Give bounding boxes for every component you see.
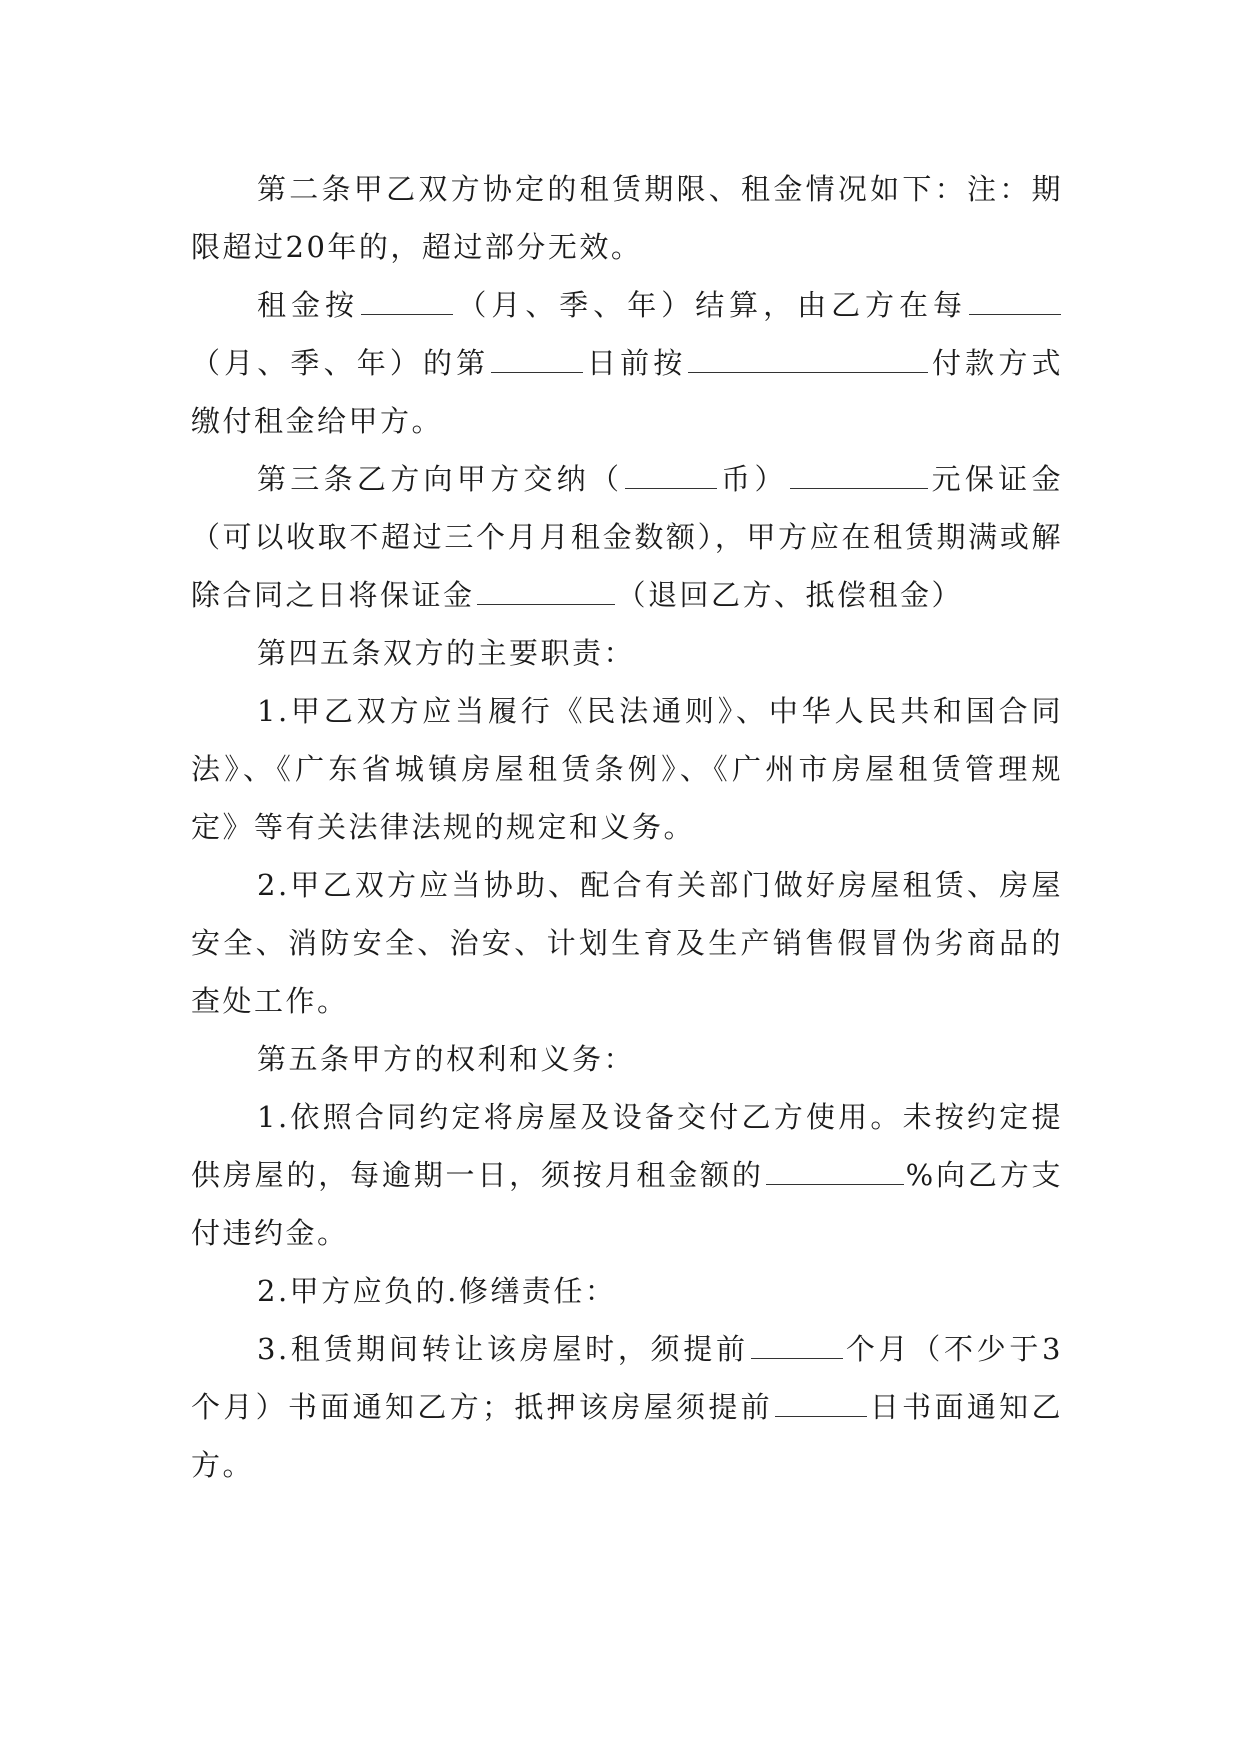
text-segment: （月、季、年）结算，由乙方在每 bbox=[454, 288, 967, 322]
text-segment: 2.甲乙双方应当协助、配合有关部门做好房屋租赁、房屋安全、消防安全、治安、计划生育及生产销售假冒伪劣商品的查处工作。 bbox=[191, 868, 1063, 1018]
text-segment: 1.依照合同约定将房屋及设备交付乙方使用。未按约定提供房屋的，每逾期一日，须按月租金额的 bbox=[191, 1100, 1063, 1192]
fill-in-blank bbox=[775, 1380, 867, 1417]
paragraph-rent-payment bbox=[191, 276, 1063, 450]
fill-in-blank bbox=[491, 336, 583, 373]
text-segment: 付款方式缴付租金给甲方。 bbox=[191, 346, 1063, 438]
paragraph-lessor-2 bbox=[191, 1262, 1063, 1320]
text-segment: （退回乙方、抵偿租金） bbox=[616, 578, 964, 612]
fill-in-blank bbox=[766, 1148, 904, 1185]
paragraph-article-3 bbox=[191, 450, 1063, 624]
text-segment: （月、季、年）的第 bbox=[191, 346, 490, 380]
paragraph-lessor-3 bbox=[191, 1320, 1063, 1494]
text-segment: 3.租赁期间转让该房屋时，须提前 bbox=[257, 1332, 749, 1366]
text-segment: 第五条甲方的权利和义务： bbox=[257, 1042, 636, 1076]
text-segment: 元保证金（可以收取不超过三个月月租金数额），甲方应在租赁期满或解除合同之日将保证金 bbox=[191, 462, 1063, 612]
text-segment: 第四五条双方的主要职责： bbox=[257, 636, 636, 670]
text-segment: 租金按 bbox=[257, 288, 359, 322]
paragraph-article-5 bbox=[191, 1030, 1063, 1088]
paragraph-article-4-5 bbox=[191, 624, 1063, 682]
paragraph-duty-2 bbox=[191, 856, 1063, 1030]
paragraph-lessor-1 bbox=[191, 1088, 1063, 1262]
fill-in-blank bbox=[477, 568, 615, 605]
text-segment: 个月（不少于3个月）书面通知乙方；抵押该房屋须提前 bbox=[191, 1332, 1063, 1424]
fill-in-blank bbox=[361, 278, 453, 315]
text-segment: 1.甲乙双方应当履行《民法通则》、中华人民共和国合同法》、《广东省城镇房屋租赁条例》、《广州市房屋租赁管理规定》等有关法律法规的规定和义务。 bbox=[191, 694, 1063, 844]
text-segment: 日书面通知乙方。 bbox=[191, 1390, 1063, 1482]
fill-in-blank bbox=[688, 336, 928, 373]
fill-in-blank bbox=[790, 452, 928, 489]
fill-in-blank bbox=[751, 1322, 843, 1359]
paragraph-article-2 bbox=[191, 160, 1063, 276]
text-segment: 2.甲方应负的.修缮责任： bbox=[257, 1274, 617, 1308]
text-segment: 日前按 bbox=[585, 346, 687, 380]
document-body bbox=[191, 160, 1063, 1494]
text-segment: %向乙方支付违约金。 bbox=[191, 1158, 1063, 1250]
fill-in-blank bbox=[625, 452, 717, 489]
paragraph-duty-1 bbox=[191, 682, 1063, 856]
text-segment: 第二条甲乙双方协定的租赁期限、租金情况如下：注：期限超过20年的，超过部分无效。 bbox=[191, 172, 1063, 264]
text-segment: 第三条乙方向甲方交纳（ bbox=[257, 462, 624, 496]
text-segment: 币） bbox=[719, 462, 788, 496]
fill-in-blank bbox=[969, 278, 1061, 315]
